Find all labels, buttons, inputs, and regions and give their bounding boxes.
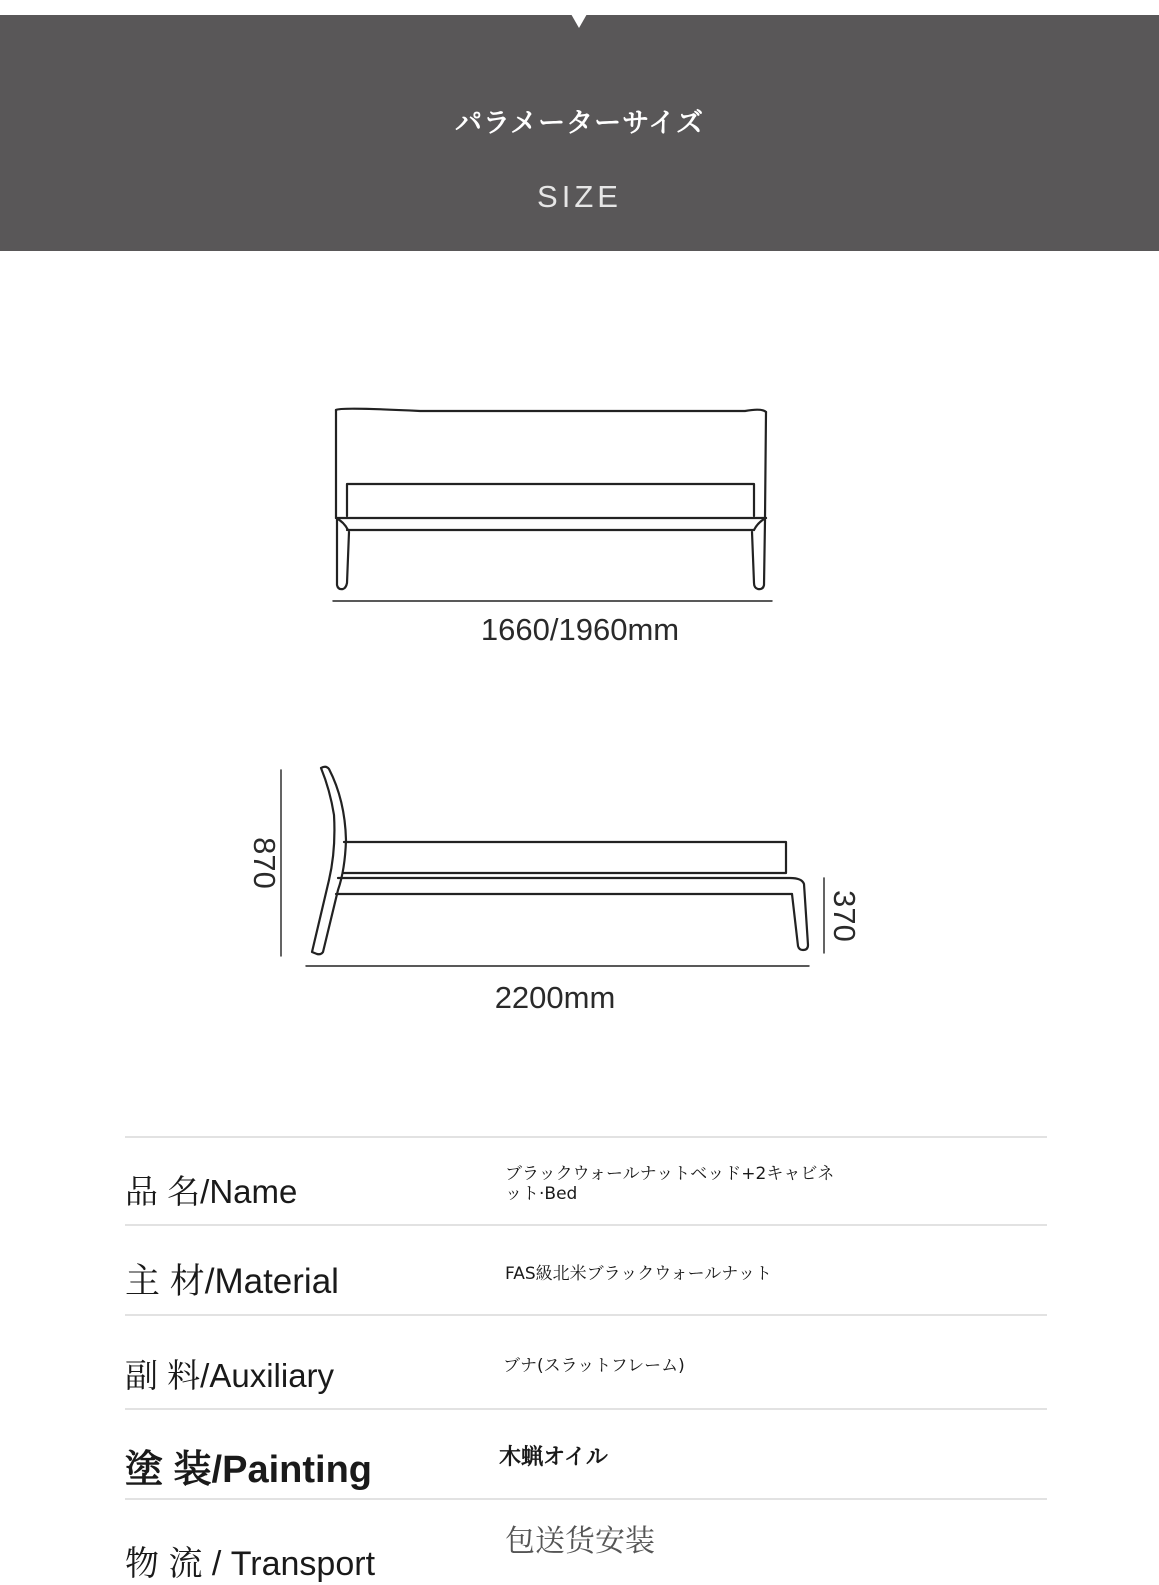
- page-title: パラメーターサイズ: [454, 108, 705, 139]
- spec-row-material: [125, 1224, 1047, 1314]
- spec-row-name: [125, 1136, 1047, 1224]
- spec-value: FAS級北米ブラックウォールナット: [505, 1264, 772, 1284]
- bed-side-view: [312, 767, 808, 955]
- leg-height-dimension: 370: [827, 890, 862, 942]
- spec-label: 物 流 / Transport: [125, 1545, 376, 1583]
- spec-row-transport: [125, 1498, 1047, 1583]
- spec-table: [125, 1136, 1047, 1583]
- headboard-height-dimension: 870: [247, 837, 282, 889]
- length-dimension: 2200mm: [494, 980, 616, 1015]
- spec-row-auxiliary: [125, 1314, 1047, 1408]
- spec-label: 塗 装/Painting: [125, 1449, 373, 1491]
- front-width-dimension: 1660/1960mm: [480, 612, 680, 647]
- spec-label: 主 材/Material: [125, 1262, 339, 1301]
- bed-front-view: [336, 409, 766, 589]
- spec-value: ブナ(スラットフレーム): [503, 1356, 685, 1376]
- spec-value: 包送货安装: [505, 1524, 655, 1559]
- spec-value: 木蝋オイル: [499, 1445, 608, 1470]
- page-subtitle: SIZE: [537, 179, 622, 214]
- spec-label: 副 料/Auxiliary: [125, 1357, 335, 1394]
- spec-row-painting: [125, 1408, 1047, 1498]
- spec-value: ブラックウォールナットベッド+2キャビネット·Bed: [505, 1164, 835, 1204]
- spec-label: 品 名/Name: [125, 1173, 298, 1210]
